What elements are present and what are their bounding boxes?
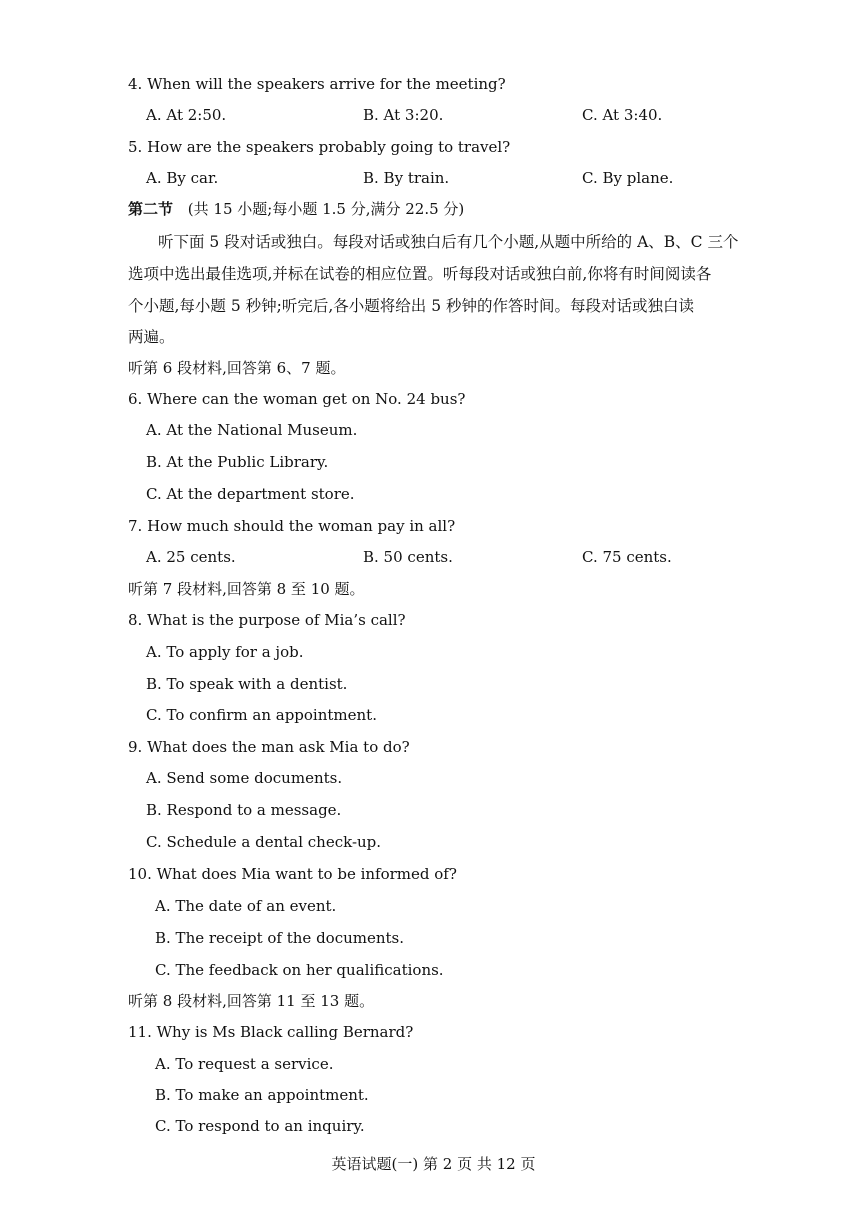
instruction-line-2: 选项中选出最佳选项,并标在试卷的相应位置。听每段对话或独白前,你将有时间阅读各 bbox=[128, 265, 712, 283]
option-10a: A. The date of an event. bbox=[155, 897, 337, 915]
option-8c: C. To confirm an appointment. bbox=[146, 706, 377, 724]
option-8b: B. To speak with a dentist. bbox=[146, 675, 348, 693]
option-6b: B. At the Public Library. bbox=[146, 453, 329, 471]
option-11c: C. To respond to an inquiry. bbox=[155, 1117, 365, 1135]
option-9a: A. Send some documents. bbox=[146, 769, 343, 787]
option-10c: C. The feedback on her qualifications. bbox=[155, 961, 444, 979]
question-8: 8. What is the purpose of Mia’s call? bbox=[128, 611, 406, 629]
option-5c: C. By plane. bbox=[582, 169, 674, 187]
section-scoring: (共 15 小题;每小题 1.5 分,满分 22.5 分) bbox=[187, 200, 465, 218]
option-8a: A. To apply for a job. bbox=[146, 643, 304, 661]
question-10: 10. What does Mia want to be informed of? bbox=[128, 865, 457, 883]
material-6-heading: 听第 6 段材料,回答第 6、7 题。 bbox=[128, 359, 346, 377]
material-8-heading: 听第 8 段材料,回答第 11 至 13 题。 bbox=[128, 992, 375, 1010]
option-4a: A. At 2:50. bbox=[146, 106, 227, 124]
option-7c: C. 75 cents. bbox=[582, 548, 672, 566]
section-header bbox=[128, 199, 464, 219]
option-5b: B. By train. bbox=[363, 169, 450, 187]
option-9c: C. Schedule a dental check-up. bbox=[146, 833, 382, 851]
option-6a: A. At the National Museum. bbox=[146, 421, 358, 439]
option-5a: A. By car. bbox=[146, 169, 219, 187]
page-footer: 英语试题(一) 第 2 页 共 12 页 bbox=[331, 1155, 536, 1173]
option-11a: A. To request a service. bbox=[155, 1055, 334, 1073]
material-7-heading: 听第 7 段材料,回答第 8 至 10 题。 bbox=[128, 580, 365, 598]
option-6c: C. At the department store. bbox=[146, 485, 355, 503]
question-11: 11. Why is Ms Black calling Bernard? bbox=[128, 1023, 414, 1041]
option-10b: B. The receipt of the documents. bbox=[155, 929, 405, 947]
question-4: 4. When will the speakers arrive for the meeting? bbox=[128, 75, 506, 93]
option-7b: B. 50 cents. bbox=[363, 548, 453, 566]
option-11b: B. To make an appointment. bbox=[155, 1086, 369, 1104]
section-title: 第二节 bbox=[128, 200, 174, 218]
question-5: 5. How are the speakers probably going to travel? bbox=[128, 138, 511, 156]
question-7: 7. How much should the woman pay in all? bbox=[128, 517, 456, 535]
instruction-line-3: 个小题,每小题 5 秒钟;听完后,各小题将给出 5 秒钟的作答时间。每段对话或独白读 bbox=[128, 297, 695, 315]
question-9: 9. What does the man ask Mia to do? bbox=[128, 738, 410, 756]
option-4b: B. At 3:20. bbox=[363, 106, 444, 124]
option-4c: C. At 3:40. bbox=[582, 106, 663, 124]
question-6: 6. Where can the woman get on No. 24 bus? bbox=[128, 390, 466, 408]
instruction-line-1: 听下面 5 段对话或独白。每段对话或独白后有几个小题,从题中所给的 A、B、C 三个 bbox=[158, 233, 739, 251]
option-7a: A. 25 cents. bbox=[146, 548, 236, 566]
instruction-line-4: 两遍。 bbox=[128, 328, 175, 346]
option-9b: B. Respond to a message. bbox=[146, 801, 342, 819]
